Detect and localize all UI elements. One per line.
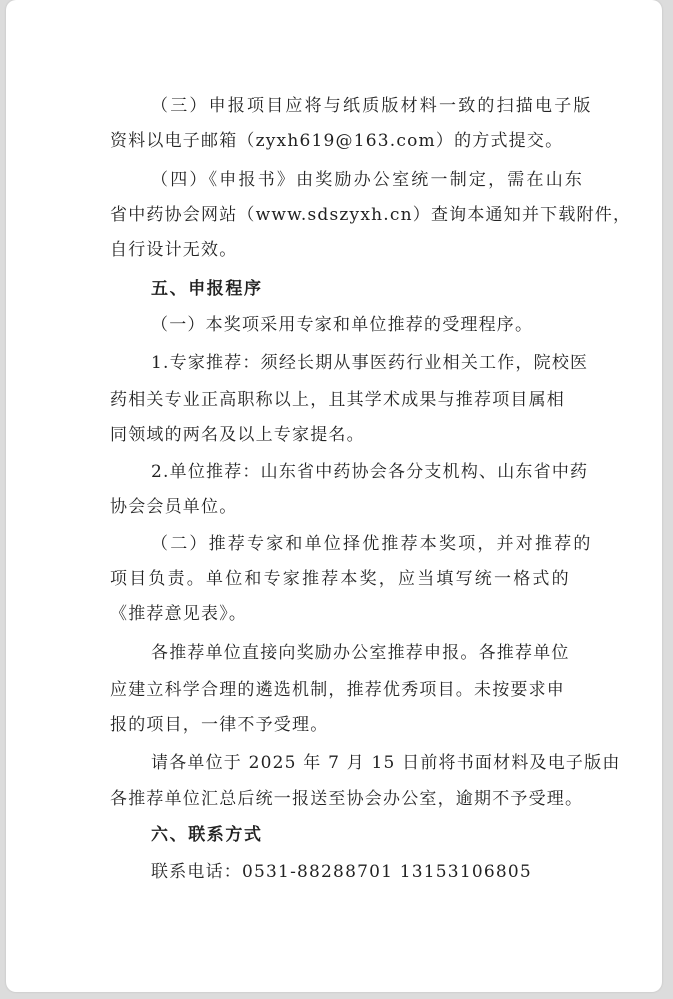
- document-page: [6, 0, 662, 992]
- paragraph-line: 各推荐单位直接向奖励办公室推荐申报。各推荐单位: [151, 643, 570, 663]
- section-heading: 五、申报程序: [151, 279, 263, 299]
- paragraph-line: 协会会员单位。: [110, 497, 238, 517]
- paragraph-line: 各推荐单位汇总后统一报送至协会办公室，逾期不予受理。: [110, 789, 584, 809]
- paragraph-line: （四）《申报书》由奖励办公室统一制定，需在山东: [151, 170, 585, 190]
- paragraph-line: 2.单位推荐：山东省中药协会各分支机构、山东省中药: [151, 462, 589, 482]
- paragraph-line: （三）申报项目应将与纸质版材料一致的扫描电子版: [151, 96, 593, 116]
- paragraph-line: 请各单位于 2025 年 7 月 15 日前将书面材料及电子版由: [151, 753, 621, 773]
- paragraph-line: （一）本奖项采用专家和单位推荐的受理程序。: [151, 315, 534, 335]
- contact-phone: 联系电话：0531-88288701 13153106805: [151, 862, 532, 882]
- paragraph-line: 《推荐意见表》。: [110, 604, 248, 624]
- section-heading: 六、联系方式: [151, 825, 263, 845]
- paragraph-line: 自行设计无效。: [110, 240, 238, 260]
- paragraph-line: 应建立科学合理的遴选机制，推荐优秀项目。未按要求申: [110, 680, 565, 700]
- paragraph-line: 1.专家推荐：须经长期从事医药行业相关工作，院校医: [151, 353, 589, 373]
- paragraph-line: 报的项目，一律不予受理。: [110, 715, 329, 735]
- paragraph-line: 药相关专业正高职称以上，且其学术成果与推荐项目属相: [110, 390, 565, 410]
- paragraph-line: 同领域的两名及以上专家提名。: [110, 425, 365, 445]
- paragraph-line: 项目负责。单位和专家推荐本奖，应当填写统一格式的: [110, 569, 571, 589]
- paragraph-line: 省中药协会网站（www.sdszyxh.cn）查询本通知并下载附件，: [110, 205, 632, 225]
- paragraph-line: 资料以电子邮箱（zyxh619@163.com）的方式提交。: [110, 131, 564, 151]
- paragraph-line: （二）推荐专家和单位择优推荐本奖项，并对推荐的: [151, 534, 593, 554]
